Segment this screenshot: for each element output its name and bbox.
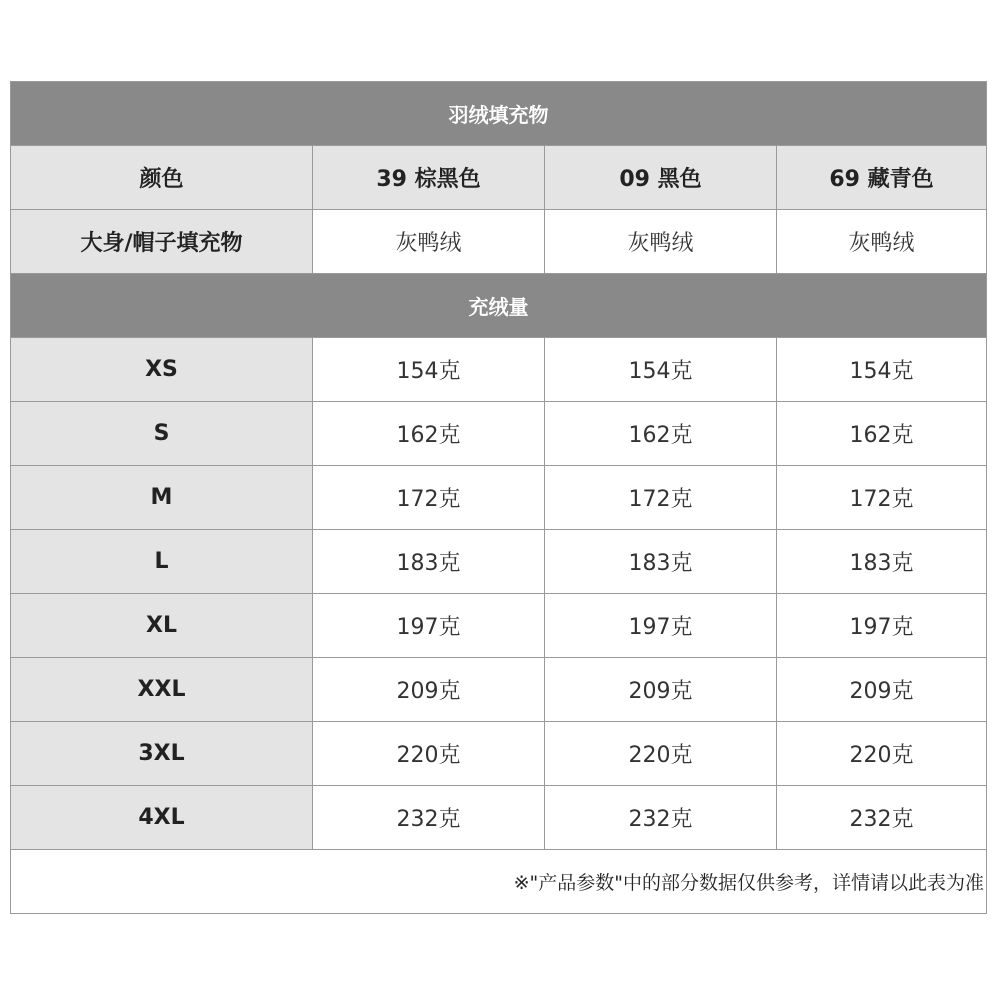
size-label: XL xyxy=(11,594,313,658)
fill-material-row xyxy=(11,210,987,274)
size-label: XXL xyxy=(11,658,313,722)
size-row xyxy=(11,402,987,466)
size-label: 4XL xyxy=(11,786,313,850)
fill-amount-cell: 162克 xyxy=(777,402,987,466)
fill-material-value-1: 灰鸭绒 xyxy=(313,210,545,274)
fill-amount-cell: 232克 xyxy=(545,786,777,850)
color-column-3: 69 藏青色 xyxy=(777,146,987,210)
fill-amount-cell: 232克 xyxy=(313,786,545,850)
down-fill-table xyxy=(10,81,987,914)
fill-amount-cell: 197克 xyxy=(777,594,987,658)
fill-amount-cell: 209克 xyxy=(313,658,545,722)
size-row xyxy=(11,786,987,850)
fill-material-value-3: 灰鸭绒 xyxy=(777,210,987,274)
fill-amount-cell: 197克 xyxy=(545,594,777,658)
note-row xyxy=(11,850,987,914)
section-header-down-fill xyxy=(11,82,987,146)
color-header-row xyxy=(11,146,987,210)
fill-amount-cell: 183克 xyxy=(545,530,777,594)
color-label: 颜色 xyxy=(11,146,313,210)
fill-amount-cell: 172克 xyxy=(313,466,545,530)
size-row xyxy=(11,530,987,594)
fill-amount-cell: 232克 xyxy=(777,786,987,850)
fill-amount-cell: 154克 xyxy=(545,338,777,402)
fill-amount-cell: 172克 xyxy=(545,466,777,530)
fill-material-label: 大身/帽子填充物 xyxy=(11,210,313,274)
color-column-1: 39 棕黑色 xyxy=(313,146,545,210)
fill-material-value-2: 灰鸭绒 xyxy=(545,210,777,274)
section-title-fill-amount: 充绒量 xyxy=(11,274,987,338)
fill-amount-cell: 183克 xyxy=(777,530,987,594)
fill-amount-cell: 220克 xyxy=(777,722,987,786)
fill-amount-cell: 162克 xyxy=(313,402,545,466)
fill-amount-cell: 209克 xyxy=(545,658,777,722)
size-label: S xyxy=(11,402,313,466)
section-header-fill-amount xyxy=(11,274,987,338)
fill-amount-cell: 197克 xyxy=(313,594,545,658)
size-label: L xyxy=(11,530,313,594)
size-label: M xyxy=(11,466,313,530)
reference-note: ※"产品参数"中的部分数据仅供参考，详情请以此表为准 xyxy=(11,850,987,914)
fill-amount-cell: 220克 xyxy=(545,722,777,786)
size-row xyxy=(11,722,987,786)
fill-amount-cell: 154克 xyxy=(313,338,545,402)
size-row xyxy=(11,658,987,722)
fill-amount-cell: 162克 xyxy=(545,402,777,466)
size-row xyxy=(11,594,987,658)
fill-amount-cell: 172克 xyxy=(777,466,987,530)
size-label: XS xyxy=(11,338,313,402)
color-column-2: 09 黑色 xyxy=(545,146,777,210)
size-label: 3XL xyxy=(11,722,313,786)
section-title-down-fill: 羽绒填充物 xyxy=(11,82,987,146)
fill-amount-cell: 209克 xyxy=(777,658,987,722)
fill-amount-cell: 183克 xyxy=(313,530,545,594)
fill-amount-cell: 220克 xyxy=(313,722,545,786)
size-row xyxy=(11,338,987,402)
size-row xyxy=(11,466,987,530)
down-fill-table-container xyxy=(10,81,986,914)
fill-amount-cell: 154克 xyxy=(777,338,987,402)
